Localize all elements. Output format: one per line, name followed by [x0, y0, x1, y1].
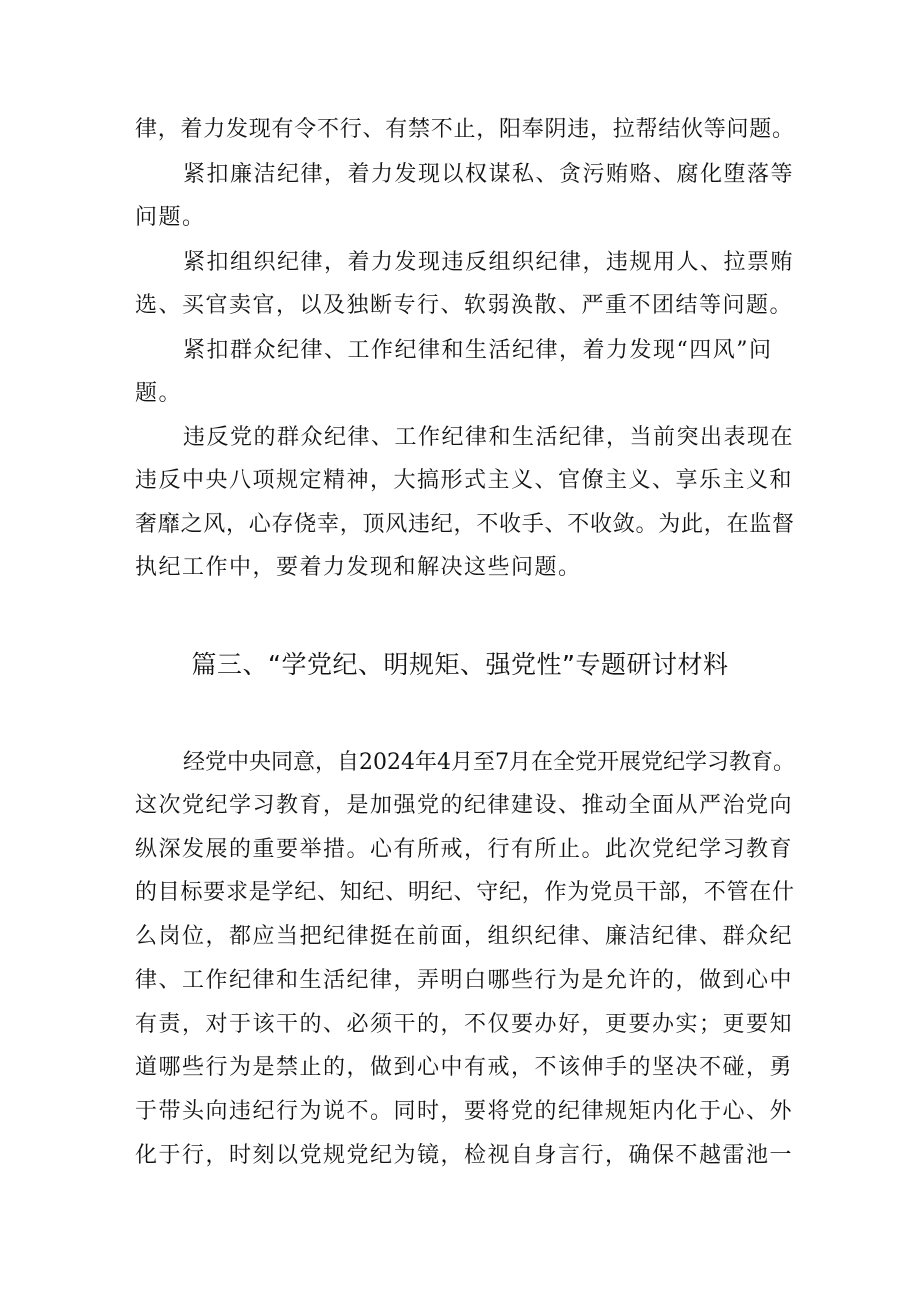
- text-line: 紧扣廉洁纪律，着力发现以权谋私、贪污贿赂、腐化堕落等: [183, 162, 795, 187]
- text-line: 律，着力发现有令不行、有禁不止，阳奉阴违，拉帮结伙等问题。: [135, 117, 795, 142]
- text-line: 这次党纪学习教育，是加强党的纪律建设、推动全面从严治党向: [135, 793, 794, 818]
- section-heading: 篇三、“学党纪、明规矩、强党性”专题研讨材料: [191, 650, 729, 679]
- text-line: 违反党的群众纪律、工作纪律和生活纪律，当前突出表现在: [183, 425, 795, 450]
- text-line: 的目标要求是学纪、知纪、明纪、守纪，作为党员干部，不管在什: [135, 880, 795, 905]
- text-line: 道哪些行为是禁止的，做到心中有戒，不该伸手的坚决不碰，勇: [135, 1055, 794, 1080]
- text-line: 问题。: [135, 205, 206, 230]
- text-line: 律、工作纪律和生活纪律，弄明白哪些行为是允许的，做到心中: [135, 968, 794, 993]
- text-line: 违反中央八项规定精神，大搞形式主义、官僚主义、享乐主义和: [135, 468, 794, 493]
- text-line: 纵深发展的重要举措。心有所戒，行有所止。此次党纪学习教育: [135, 837, 794, 862]
- text-line: 化于行，时刻以党规党纪为镜，检视自身言行，确保不越雷池一: [135, 1143, 794, 1168]
- text-line: 么岗位，都应当把纪律挺在前面，组织纪律、廉洁纪律、群众纪: [135, 924, 794, 949]
- text-line: 紧扣组织纪律，着力发现违反组织纪律，违规用人、拉票贿: [183, 250, 795, 275]
- text-line: 紧扣群众纪律、工作纪律和生活纪律，着力发现“四风”问: [183, 338, 773, 363]
- text-line: 经党中央同意，自2024年4月至7月在全党开展党纪学习教育。: [183, 750, 795, 775]
- text-line: 执纪工作中，要着力发现和解决这些问题。: [135, 555, 582, 580]
- text-line: 有责，对于该干的、必须干的，不仅要办好，更要办实；更要知: [135, 1012, 794, 1037]
- text-line: 于带头向违纪行为说不。同时，要将党的纪律规矩内化于心、外: [135, 1099, 794, 1124]
- text-line: 题。: [135, 381, 183, 406]
- text-line: 选、买官卖官，以及独断专行、软弱涣散、严重不团结等问题。: [135, 293, 794, 318]
- text-line: 奢靡之风，心存侥幸，顶风违纪，不收手、不收敛。为此，在监督: [135, 512, 795, 537]
